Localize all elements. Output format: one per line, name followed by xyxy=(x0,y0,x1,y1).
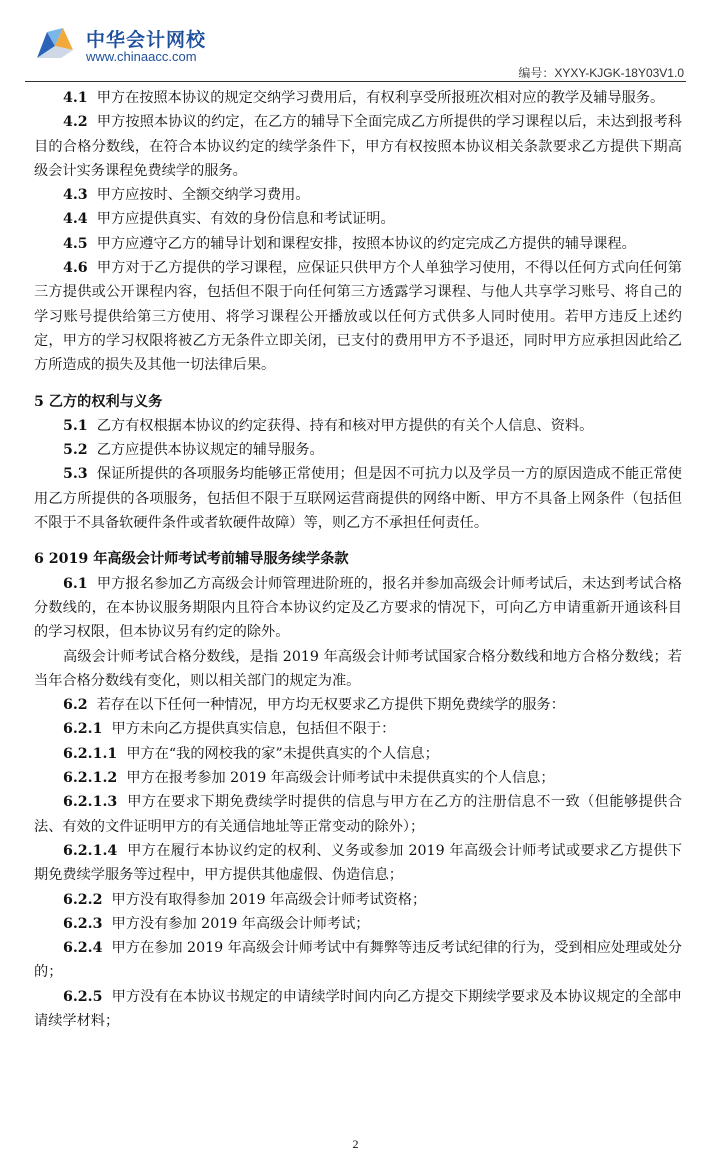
spacer xyxy=(34,378,682,390)
clause: 5.1 乙方有权根据本协议的约定获得、持有和核对甲方提供的有关个人信息、资料。 xyxy=(63,417,594,434)
clause: 6.2 若存在以下任何一种情况，甲方均无权要求乙方提供下期免费续学的服务： xyxy=(63,697,565,714)
logo-title: 中华会计网校 xyxy=(86,29,207,51)
clause: 5.2 乙方应提供本协议规定的辅导服务。 xyxy=(63,442,324,459)
clause: 4.1 甲方在按照本协议的规定交纳学习费用后，有权利享受所报班次相对应的教学及辅导服务。 xyxy=(63,90,665,106)
clause: 4.4 甲方应提供真实、有效的身份信息和考试证明。 xyxy=(63,211,395,228)
logo-icon xyxy=(33,24,83,64)
clause: 6.2.1.4 甲方在履行本协议约定的权利、义务或参加 2019 年高级会计师考试或要求乙方提供下期免费续学服务等过程中，甲方提供其他虚假、伪造信息； xyxy=(34,842,682,884)
clause: 4.5 甲方应遵守乙方的辅导计划和课程安排，按照本协议的约定完成乙方提供的辅导课程。 xyxy=(63,235,636,252)
clause: 6.2.3 甲方没有参加 2019 年高级会计师考试； xyxy=(63,915,370,932)
clause: 4.6 甲方对于乙方提供的学习课程，应保证只供甲方个人单独学习使用，不得以任何方式向任何第三方提供或公开课程内容，包括但不限于向任何第三方透露学习课程、与他人共享学习账号、将自己的学习账号提供给第三方使用、将学习课程公开播放或以任何方式供多人同时使用。若甲方违反上述约定，甲方的学习权限将被乙方无条件立即关闭，已支付的费用甲方不予退还，同时甲方应承担因此给乙方所造成的损失及其他一切法律后果。 xyxy=(34,260,682,374)
clause: 4.2 甲方按照本协议的约定，在乙方的辅导下全面完成乙方所提供的学习课程以后，未达到报考科目的合格分数线，在符合本协议约定的续学条件下，甲方有权按照本协议相关条款要求乙方提供下期高级会计实务课程免费续学的服务。 xyxy=(34,114,682,179)
clause: 6.2.1.1 甲方在“我的网校我的家”未提供真实的个人信息； xyxy=(63,745,439,762)
page-header xyxy=(0,0,711,84)
page-number: 2 xyxy=(352,1137,359,1151)
clause: 高级会计师考试合格分数线，是指 2019 年高级会计师考试国家合格分数线和地方合格分数线；若当年合格分数线有变化，则以相关部门的规定为准。 xyxy=(34,648,682,689)
section-title: 5 乙方的权利与义务 xyxy=(34,393,163,410)
clause: 6.2.5 甲方没有在本协议书规定的申请续学时间内向乙方提交下期续学要求及本协议规定的全部申请续学材料； xyxy=(34,988,682,1029)
clause: 5.3 保证所提供的各项服务均能够正常使用；但是因不可抗力以及学员一方的原因造成不能正常使用乙方所提供的各项服务，包括但不限于互联网运营商提供的网络中断、甲方不具备上网条件（包括但不限于不具备软硬件条件或者软硬件故障）等，则乙方不承担任何责任。 xyxy=(34,466,682,532)
document-code: 编号：XYXY-KJGK-18Y03V1.0 xyxy=(518,66,684,80)
clause: 6.2.1.3 甲方在要求下期免费续学时提供的信息与甲方在乙方的注册信息不一致（但能够提供合法、有效的文件证明甲方的有关通信地址等正常变动的除外）； xyxy=(34,794,682,835)
clause: 6.2.1 甲方未向乙方提供真实信息，包括但不限于： xyxy=(63,721,396,738)
spacer xyxy=(34,535,682,547)
header-divider xyxy=(25,81,686,82)
clause: 6.2.4 甲方在参加 2019 年高级会计师考试中有舞弊等违反考试纪律的行为，受到相应处理或处分的； xyxy=(34,940,682,981)
clause: 6.1 甲方报名参加乙方高级会计师管理进阶班的，报名并参加高级会计师考试后，未达到考试合格分数线的，在本协议服务期限内且符合本协议约定及乙方要求的情况下，可向乙方申请重新开通该科目的学习权限，但本协议另有约定的除外。 xyxy=(34,575,682,641)
clause: 6.2.2 甲方没有取得参加 2019 年高级会计师考试资格； xyxy=(63,891,427,908)
logo-url: www.chinaacc.com xyxy=(86,49,197,64)
clause: 6.2.1.2 甲方在报考参加 2019 年高级会计师考试中未提供真实的个人信息； xyxy=(63,770,555,787)
document-body xyxy=(34,86,682,1033)
clause: 4.3 甲方应按时、全额交纳学习费用。 xyxy=(63,187,310,204)
section-title: 6 2019 年高级会计师考试考前辅导服务续学条款 xyxy=(34,551,349,568)
